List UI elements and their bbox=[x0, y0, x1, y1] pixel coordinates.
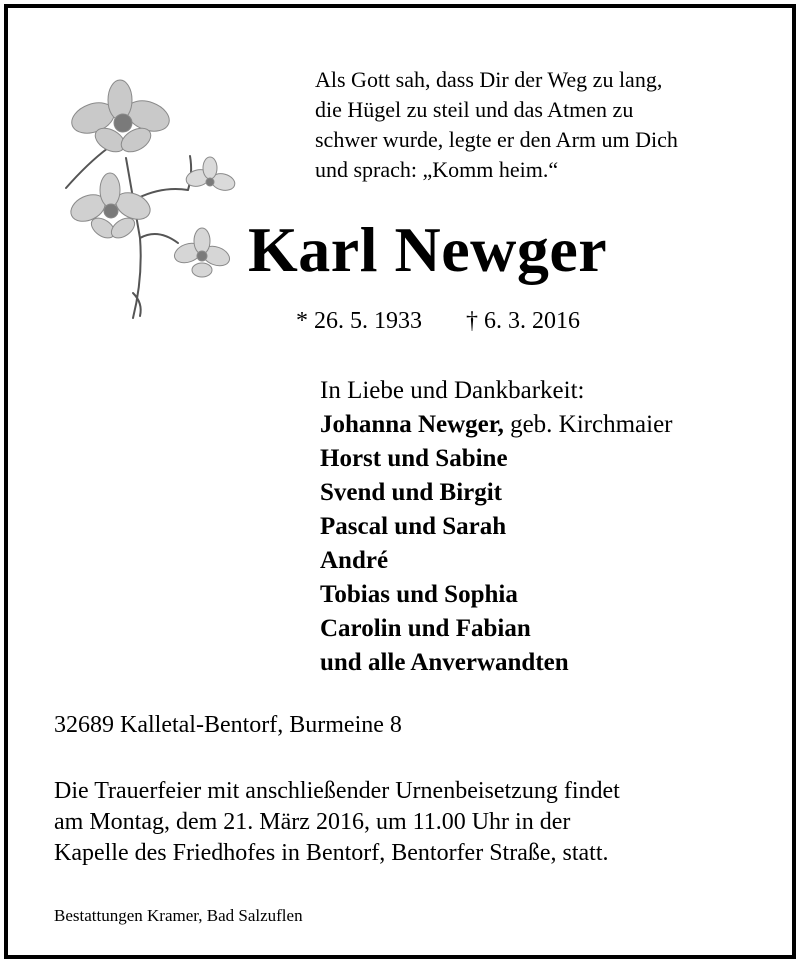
poem-line: schwer wurde, legte er den Arm um Dich bbox=[315, 127, 678, 152]
mourner-name: Carolin und Fabian bbox=[320, 615, 531, 642]
address: 32689 Kalletal-Bentorf, Burmeine 8 bbox=[54, 712, 402, 738]
service-line: Kapelle des Friedhofes in Bentorf, Bentorfer Straße, statt. bbox=[54, 840, 609, 866]
mourner-name: André bbox=[320, 547, 389, 574]
mourner-name: Svend und Birgit bbox=[320, 479, 503, 506]
poem-line: die Hügel zu steil und das Atmen zu bbox=[315, 97, 634, 122]
poem-line: und sprach: „Komm heim.“ bbox=[315, 157, 559, 182]
mourner-name: Pascal und Sarah bbox=[320, 513, 507, 540]
spouse-name: Johanna Newger, bbox=[320, 411, 504, 438]
mourner-name: Horst und Sabine bbox=[320, 445, 508, 472]
obituary-frame bbox=[4, 4, 796, 959]
deceased-name: Karl Newger bbox=[248, 214, 608, 285]
spouse-line bbox=[320, 408, 673, 442]
death-date: † 6. 3. 2016 bbox=[466, 308, 580, 334]
service-info bbox=[54, 776, 774, 869]
service-line: am Montag, dem 21. März 2016, um 11.00 Uhr in der bbox=[54, 809, 571, 835]
spouse-maiden-name: geb. Kirchmaier bbox=[503, 411, 673, 438]
birth-date: * 26. 5. 1933 bbox=[296, 308, 422, 334]
mourners-list bbox=[320, 374, 673, 680]
undertaker: Bestattungen Kramer, Bad Salzuflen bbox=[54, 906, 303, 925]
poem bbox=[315, 65, 775, 185]
life-dates bbox=[296, 308, 580, 335]
mourner-name: und alle Anverwandten bbox=[320, 649, 569, 676]
mourners-intro: In Liebe und Dankbarkeit: bbox=[320, 377, 585, 404]
orchid-illustration bbox=[48, 78, 238, 328]
mourner-name: Tobias und Sophia bbox=[320, 581, 518, 608]
service-line: Die Trauerfeier mit anschließender Urnenbeisetzung findet bbox=[54, 778, 620, 804]
poem-line: Als Gott sah, dass Dir der Weg zu lang, bbox=[315, 67, 663, 92]
